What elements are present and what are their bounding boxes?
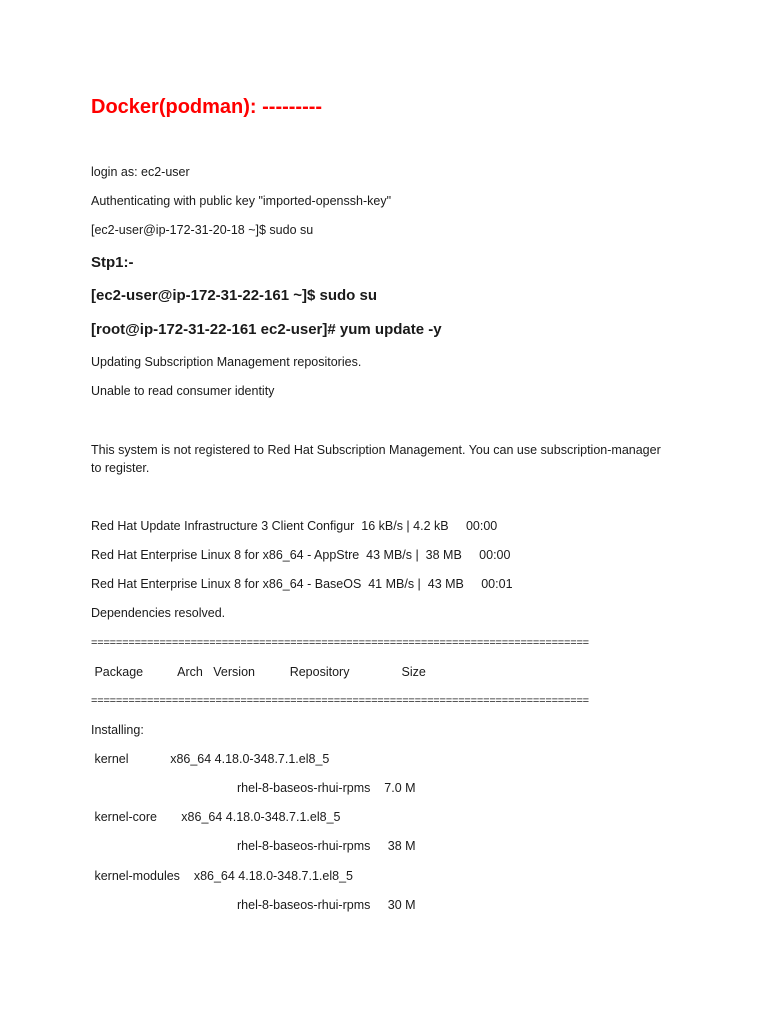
repo-line-2: Red Hat Enterprise Linux 8 for x86_64 - AppStre 43 MB/s | 38 MB 00:00 [91, 548, 511, 562]
sudo-line-2: [ec2-user@ip-172-31-22-161 ~]$ sudo su [91, 287, 377, 304]
dependencies-line: Dependencies resolved. [91, 606, 226, 620]
separator-line-2: ================================================================================ [91, 695, 589, 707]
package-repo-kernel-modules: rhel-8-baseos-rhui-rpms 30 M [237, 898, 416, 912]
sudo-line-1: [ec2-user@ip-172-31-20-18 ~]$ sudo su [91, 223, 314, 237]
unable-line: Unable to read consumer identity [91, 384, 275, 398]
page-title: Docker(podman): --------- [91, 96, 323, 118]
table-header: Package Arch Version Repository Size [91, 665, 426, 679]
installing-label: Installing: [91, 723, 144, 737]
package-row-kernel-core: kernel-core x86_64 4.18.0-348.7.1.el8_5 [91, 810, 341, 824]
not-registered-paragraph: This system is not registered to Red Hat Subscription Management. You can use subscription-manager to register. [91, 443, 661, 475]
updating-line: Updating Subscription Management repositories. [91, 355, 362, 369]
package-row-kernel: kernel x86_64 4.18.0-348.7.1.el8_5 [91, 752, 330, 766]
separator-line-1: ================================================================================ [91, 637, 589, 649]
package-repo-kernel: rhel-8-baseos-rhui-rpms 7.0 M [237, 781, 416, 795]
repo-line-1: Red Hat Update Infrastructure 3 Client Configur 16 kB/s | 4.2 kB 00:00 [91, 519, 498, 533]
yum-command: [root@ip-172-31-22-161 ec2-user]# yum update -y [91, 321, 442, 338]
auth-line: Authenticating with public key "imported-openssh-key" [91, 194, 391, 208]
login-line: login as: ec2-user [91, 165, 190, 179]
package-repo-kernel-core: rhel-8-baseos-rhui-rpms 38 M [237, 839, 416, 853]
package-row-kernel-modules: kernel-modules x86_64 4.18.0-348.7.1.el8_5 [91, 869, 353, 883]
repo-line-3: Red Hat Enterprise Linux 8 for x86_64 - BaseOS 41 MB/s | 43 MB 00:01 [91, 577, 513, 591]
step-heading: Stp1:- [91, 254, 134, 271]
